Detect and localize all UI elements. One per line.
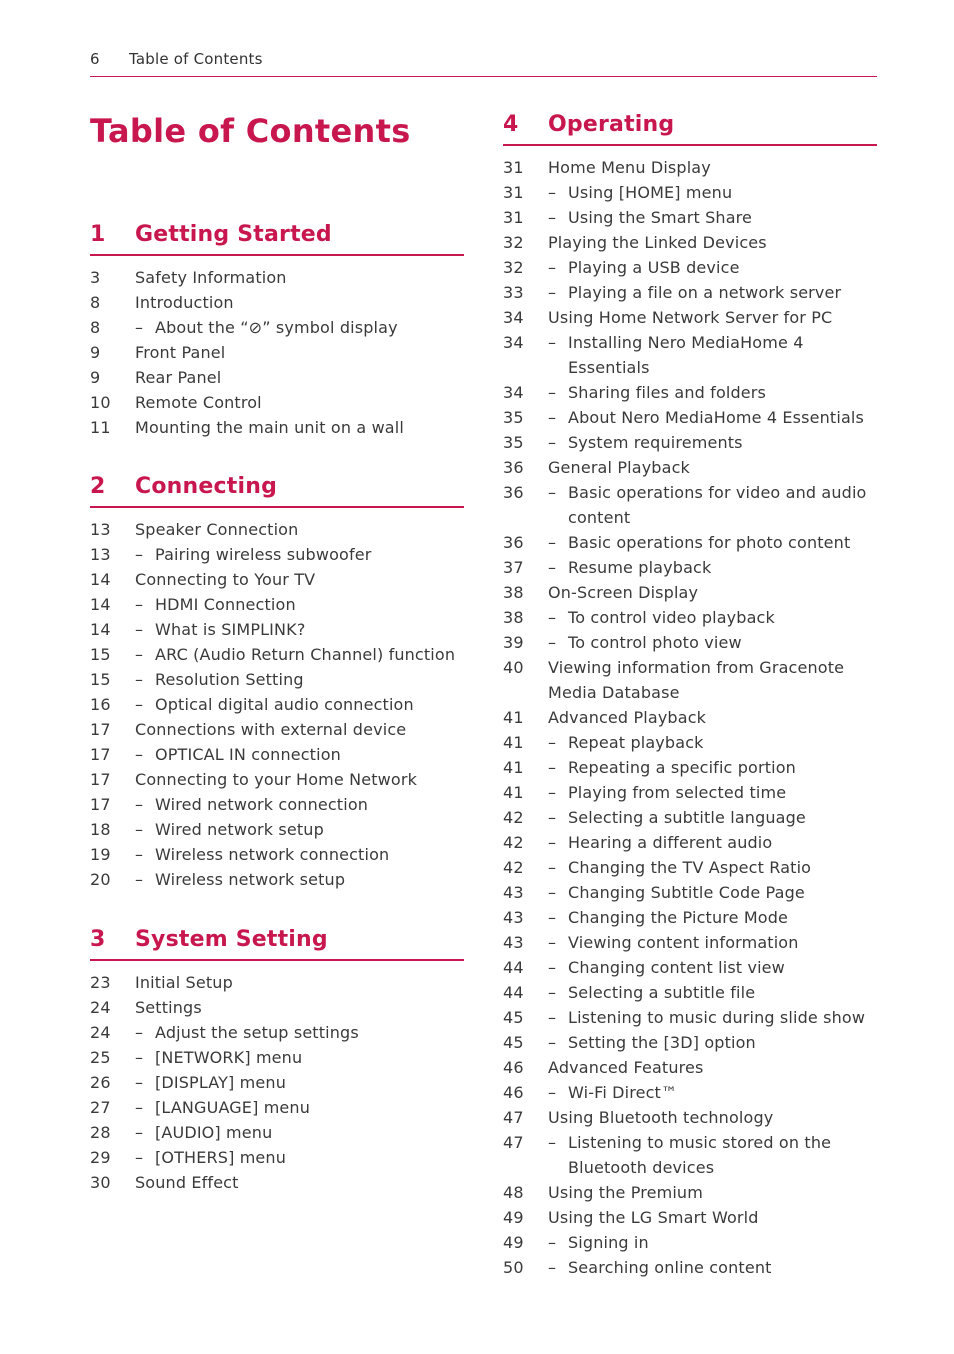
toc-page-number: 23 xyxy=(90,973,111,992)
toc-entry[interactable] xyxy=(503,655,877,705)
toc-subentry[interactable] xyxy=(503,880,877,905)
toc-entry[interactable] xyxy=(503,455,877,480)
section-heading xyxy=(90,220,464,256)
toc-entry-title: – Hearing a different audio xyxy=(548,830,772,855)
toc-page-number: 34 xyxy=(503,308,524,327)
toc-page-number: 28 xyxy=(90,1123,111,1142)
toc-entry-title: – Optical digital audio connection xyxy=(135,692,414,717)
toc-subentry[interactable] xyxy=(90,692,464,717)
toc-page-number: 31 xyxy=(503,208,524,227)
toc-entry-title: – About the “⊘” symbol display xyxy=(135,315,398,340)
toc-subentry[interactable] xyxy=(90,1020,464,1045)
toc-subentry[interactable] xyxy=(503,530,877,555)
toc-entry-title: – Sharing files and folders xyxy=(548,380,766,405)
toc-entry[interactable] xyxy=(90,567,464,592)
section-connecting xyxy=(90,472,464,892)
toc-page-number: 9 xyxy=(90,343,101,362)
toc-page-number: 10 xyxy=(90,393,111,412)
toc-entry[interactable] xyxy=(90,1170,464,1195)
toc-entry-title: Advanced Features xyxy=(548,1058,704,1077)
section-title: Operating xyxy=(548,112,675,137)
toc-entry-title: Settings xyxy=(135,998,202,1017)
toc-entry-title: – Using the Smart Share xyxy=(548,205,752,230)
toc-entry-title: – Signing in xyxy=(548,1230,649,1255)
toc-page-number: 43 xyxy=(503,933,524,952)
header-title: Table of Contents xyxy=(129,50,263,68)
toc-entry-title: – Basic operations for video and audio content xyxy=(548,480,877,530)
toc-page-number: 45 xyxy=(503,1008,524,1027)
toc-page-number: 29 xyxy=(90,1148,111,1167)
toc-page-number: 35 xyxy=(503,433,524,452)
toc-entry[interactable] xyxy=(90,265,464,290)
toc-entry-title: Sound Effect xyxy=(135,1173,239,1192)
toc-page-number: 38 xyxy=(503,583,524,602)
toc-entry-title: General Playback xyxy=(548,458,690,477)
toc-entry[interactable] xyxy=(90,995,464,1020)
toc-page-number: 9 xyxy=(90,368,101,387)
toc-subentry[interactable] xyxy=(503,205,877,230)
toc-page-number: 36 xyxy=(503,483,524,502)
toc-page-number: 27 xyxy=(90,1098,111,1117)
toc-page-number: 18 xyxy=(90,820,111,839)
toc-entry-title: On-Screen Display xyxy=(548,583,699,602)
toc-subentry[interactable] xyxy=(503,1255,877,1280)
toc-entry-title: – HDMI Connection xyxy=(135,592,296,617)
toc-subentry[interactable] xyxy=(503,805,877,830)
toc-page-number: 14 xyxy=(90,570,111,589)
toc-entry-title: Using the Premium xyxy=(548,1183,703,1202)
toc-entry-title: – Adjust the setup settings xyxy=(135,1020,359,1045)
toc-entry-title: – [AUDIO] menu xyxy=(135,1120,272,1145)
toc-entry[interactable] xyxy=(90,290,464,315)
toc-entry-title: – Wired network connection xyxy=(135,792,368,817)
toc-entry-title: – Playing from selected time xyxy=(548,780,786,805)
toc-subentry[interactable] xyxy=(90,542,464,567)
toc-entry-title: – Resume playback xyxy=(548,555,711,580)
toc-subentry[interactable] xyxy=(90,867,464,892)
toc-subentry[interactable] xyxy=(503,855,877,880)
toc-entry[interactable] xyxy=(503,1105,877,1130)
section-heading xyxy=(90,925,464,961)
toc-page-number: 17 xyxy=(90,720,111,739)
toc-entry[interactable] xyxy=(90,390,464,415)
toc-subentry[interactable] xyxy=(503,1030,877,1055)
toc-page-number: 24 xyxy=(90,1023,111,1042)
toc-subentry[interactable] xyxy=(503,430,877,455)
toc-entry-title: – Installing Nero MediaHome 4 Essentials xyxy=(548,330,877,380)
toc-subentry[interactable] xyxy=(90,642,464,667)
toc-subentry[interactable] xyxy=(503,330,877,380)
toc-page-number: 14 xyxy=(90,620,111,639)
toc-page-number: 33 xyxy=(503,283,524,302)
toc-page-number: 37 xyxy=(503,558,524,577)
toc-entry-title: – Using [HOME] menu xyxy=(548,180,732,205)
toc-subentry[interactable] xyxy=(503,905,877,930)
toc-subentry[interactable] xyxy=(503,555,877,580)
toc-entry-title: Using Home Network Server for PC xyxy=(548,308,833,327)
toc-subentry[interactable] xyxy=(503,730,877,755)
toc-page-number: 41 xyxy=(503,733,524,752)
toc-subentry[interactable] xyxy=(90,1095,464,1120)
toc-entry-title: – Listening to music stored on the Bluetooth devices xyxy=(548,1130,877,1180)
section-heading xyxy=(90,472,464,508)
toc-entry-title: – To control photo view xyxy=(548,630,742,655)
toc-page-number: 31 xyxy=(503,158,524,177)
toc-page-number: 13 xyxy=(90,545,111,564)
toc-page-number: 47 xyxy=(503,1133,524,1152)
toc-page-number: 14 xyxy=(90,595,111,614)
toc-page-number: 11 xyxy=(90,418,111,437)
section-operating xyxy=(503,110,877,1280)
toc-list xyxy=(503,155,877,1280)
toc-page-number: 44 xyxy=(503,958,524,977)
toc-subentry[interactable] xyxy=(503,605,877,630)
toc-subentry[interactable] xyxy=(503,1230,877,1255)
toc-subentry[interactable] xyxy=(503,180,877,205)
toc-entry[interactable] xyxy=(90,517,464,542)
toc-entry[interactable] xyxy=(90,717,464,742)
toc-page-number: 47 xyxy=(503,1108,524,1127)
toc-page-number: 35 xyxy=(503,408,524,427)
toc-page-number: 17 xyxy=(90,745,111,764)
toc-page-number: 30 xyxy=(90,1173,111,1192)
toc-page-number: 43 xyxy=(503,883,524,902)
toc-page-number: 34 xyxy=(503,333,524,352)
toc-entry-title: – What is SIMPLINK? xyxy=(135,617,305,642)
toc-entry-title: – Resolution Setting xyxy=(135,667,304,692)
toc-subentry[interactable] xyxy=(90,617,464,642)
toc-entry-title: – System requirements xyxy=(548,430,743,455)
section-number: 3 xyxy=(90,927,106,952)
toc-entry-title: – Changing content list view xyxy=(548,955,785,980)
toc-entry-title: – Basic operations for photo content xyxy=(548,530,850,555)
toc-page-number: 48 xyxy=(503,1183,524,1202)
toc-entry-title: – Setting the [3D] option xyxy=(548,1030,756,1055)
toc-page-number: 17 xyxy=(90,770,111,789)
toc-entry-title: – Playing a USB device xyxy=(548,255,740,280)
toc-page-number: 32 xyxy=(503,233,524,252)
toc-subentry[interactable] xyxy=(90,792,464,817)
toc-subentry[interactable] xyxy=(503,755,877,780)
toc-entry[interactable] xyxy=(503,155,877,180)
toc-subentry[interactable] xyxy=(90,1120,464,1145)
toc-entry-title: – [NETWORK] menu xyxy=(135,1045,302,1070)
toc-page-number: 16 xyxy=(90,695,111,714)
toc-entry-title: Playing the Linked Devices xyxy=(548,233,767,252)
toc-page-number: 40 xyxy=(503,658,524,677)
toc-page-number: 15 xyxy=(90,670,111,689)
toc-entry-title: – Searching online content xyxy=(548,1255,772,1280)
page-header xyxy=(90,48,877,77)
section-title: Getting Started xyxy=(135,222,332,247)
toc-entry-title: Introduction xyxy=(135,293,234,312)
toc-entry[interactable] xyxy=(503,1180,877,1205)
toc-page-number: 20 xyxy=(90,870,111,889)
toc-entry[interactable] xyxy=(90,970,464,995)
toc-entry-title: – [OTHERS] menu xyxy=(135,1145,286,1170)
toc-page-number: 34 xyxy=(503,383,524,402)
toc-page-number: 26 xyxy=(90,1073,111,1092)
toc-entry-title: Home Menu Display xyxy=(548,158,711,177)
toc-subentry[interactable] xyxy=(503,630,877,655)
toc-page-number: 24 xyxy=(90,998,111,1017)
toc-page-number: 13 xyxy=(90,520,111,539)
toc-entry-title: Connecting to your Home Network xyxy=(135,770,417,789)
toc-entry-title: – Viewing content information xyxy=(548,930,799,955)
toc-entry[interactable] xyxy=(503,230,877,255)
toc-subentry[interactable] xyxy=(503,980,877,1005)
toc-subentry[interactable] xyxy=(90,1070,464,1095)
toc-page-number: 49 xyxy=(503,1208,524,1227)
toc-entry-title: Speaker Connection xyxy=(135,520,299,539)
toc-subentry[interactable] xyxy=(90,1045,464,1070)
toc-entry-title: Connections with external device xyxy=(135,720,407,739)
section-number: 1 xyxy=(90,222,106,247)
section-heading xyxy=(503,110,877,146)
toc-subentry[interactable] xyxy=(90,667,464,692)
toc-page-number: 32 xyxy=(503,258,524,277)
toc-entry-title: – Playing a file on a network server xyxy=(548,280,841,305)
toc-page-number: 41 xyxy=(503,783,524,802)
section-number: 4 xyxy=(503,112,519,137)
toc-page-number: 44 xyxy=(503,983,524,1002)
toc-entry-title: Using the LG Smart World xyxy=(548,1208,759,1227)
toc-page-number: 17 xyxy=(90,795,111,814)
toc-entry-title: – Pairing wireless subwoofer xyxy=(135,542,372,567)
toc-entry-title: – Changing the Picture Mode xyxy=(548,905,788,930)
toc-page-number: 45 xyxy=(503,1033,524,1052)
toc-page-number: 19 xyxy=(90,845,111,864)
toc-entry[interactable] xyxy=(503,1055,877,1080)
toc-entry-title: Remote Control xyxy=(135,393,262,412)
toc-page-number: 49 xyxy=(503,1233,524,1252)
section-getting-started xyxy=(90,220,464,440)
toc-entry-title: Advanced Playback xyxy=(548,708,707,727)
toc-subentry[interactable] xyxy=(503,255,877,280)
toc-entry-title: – Wireless network connection xyxy=(135,842,389,867)
toc-subentry[interactable] xyxy=(503,1005,877,1030)
toc-entry-title: Mounting the main unit on a wall xyxy=(135,418,404,437)
toc-list xyxy=(90,517,464,892)
toc-subentry[interactable] xyxy=(503,780,877,805)
toc-page-number: 42 xyxy=(503,858,524,877)
toc-subentry[interactable] xyxy=(503,830,877,855)
toc-page-number: 41 xyxy=(503,708,524,727)
toc-list xyxy=(90,265,464,440)
toc-entry-title: – [DISPLAY] menu xyxy=(135,1070,286,1095)
toc-subentry[interactable] xyxy=(90,315,464,340)
section-system-setting xyxy=(90,925,464,1195)
toc-page-number: 8 xyxy=(90,318,101,337)
section-number: 2 xyxy=(90,474,106,499)
toc-entry-title: Using Bluetooth technology xyxy=(548,1108,774,1127)
toc-subentry[interactable] xyxy=(90,817,464,842)
page-title: Table of Contents xyxy=(90,112,411,150)
section-title: System Setting xyxy=(135,927,328,952)
toc-page-number: 41 xyxy=(503,758,524,777)
toc-list xyxy=(90,970,464,1195)
toc-page-number: 39 xyxy=(503,633,524,652)
toc-subentry[interactable] xyxy=(90,742,464,767)
toc-entry-title: – Listening to music during slide show xyxy=(548,1005,865,1030)
toc-subentry[interactable] xyxy=(503,480,877,530)
toc-page-number: 46 xyxy=(503,1083,524,1102)
toc-subentry[interactable] xyxy=(503,1080,877,1105)
toc-entry-title: Rear Panel xyxy=(135,368,222,387)
toc-entry[interactable] xyxy=(503,1205,877,1230)
toc-subentry[interactable] xyxy=(503,405,877,430)
toc-subentry[interactable] xyxy=(503,1130,877,1180)
toc-subentry[interactable] xyxy=(503,280,877,305)
section-title: Connecting xyxy=(135,474,278,499)
toc-page-number: 8 xyxy=(90,293,101,312)
toc-subentry[interactable] xyxy=(503,380,877,405)
toc-entry-title: – About Nero MediaHome 4 Essentials xyxy=(548,405,864,430)
toc-page-number: 36 xyxy=(503,533,524,552)
toc-entry-title: – Repeat playback xyxy=(548,730,704,755)
toc-page-number: 25 xyxy=(90,1048,111,1067)
toc-entry[interactable] xyxy=(90,415,464,440)
toc-entry-title: – ARC (Audio Return Channel) function xyxy=(135,642,455,667)
toc-entry-title: – Wired network setup xyxy=(135,817,324,842)
toc-page-number: 3 xyxy=(90,268,101,287)
toc-page-number: 46 xyxy=(503,1058,524,1077)
toc-entry-title: – Wi-Fi Direct™ xyxy=(548,1080,677,1105)
toc-subentry[interactable] xyxy=(503,955,877,980)
header-page-number: 6 xyxy=(90,50,100,68)
toc-entry-title: – Changing Subtitle Code Page xyxy=(548,880,805,905)
toc-subentry[interactable] xyxy=(503,930,877,955)
toc-page-number: 31 xyxy=(503,183,524,202)
toc-subentry[interactable] xyxy=(90,592,464,617)
toc-entry[interactable] xyxy=(503,580,877,605)
toc-entry-title: – Wireless network setup xyxy=(135,867,345,892)
toc-entry-title: – To control video playback xyxy=(548,605,775,630)
toc-entry-title: Initial Setup xyxy=(135,973,233,992)
toc-entry-title: Front Panel xyxy=(135,343,226,362)
toc-entry[interactable] xyxy=(503,705,877,730)
toc-page-number: 50 xyxy=(503,1258,524,1277)
toc-page-number: 43 xyxy=(503,908,524,927)
toc-entry[interactable] xyxy=(90,340,464,365)
toc-subentry[interactable] xyxy=(90,842,464,867)
toc-entry-title: – Selecting a subtitle language xyxy=(548,805,806,830)
toc-page-number: 15 xyxy=(90,645,111,664)
toc-entry-title: Safety Information xyxy=(135,268,287,287)
toc-page-number: 42 xyxy=(503,808,524,827)
toc-entry-title: – Repeating a specific portion xyxy=(548,755,796,780)
toc-entry-title: – OPTICAL IN connection xyxy=(135,742,341,767)
toc-entry[interactable] xyxy=(90,767,464,792)
toc-entry-title: – Selecting a subtitle file xyxy=(548,980,755,1005)
toc-page-number: 38 xyxy=(503,608,524,627)
toc-entry-title: Viewing information from Gracenote Media Database xyxy=(548,658,845,702)
toc-entry-title: Connecting to Your TV xyxy=(135,570,316,589)
toc-entry-title: – [LANGUAGE] menu xyxy=(135,1095,310,1120)
toc-subentry[interactable] xyxy=(90,1145,464,1170)
toc-entry-title: – Changing the TV Aspect Ratio xyxy=(548,855,811,880)
toc-entry[interactable] xyxy=(503,305,877,330)
toc-entry[interactable] xyxy=(90,365,464,390)
toc-page-number: 42 xyxy=(503,833,524,852)
toc-page-number: 36 xyxy=(503,458,524,477)
